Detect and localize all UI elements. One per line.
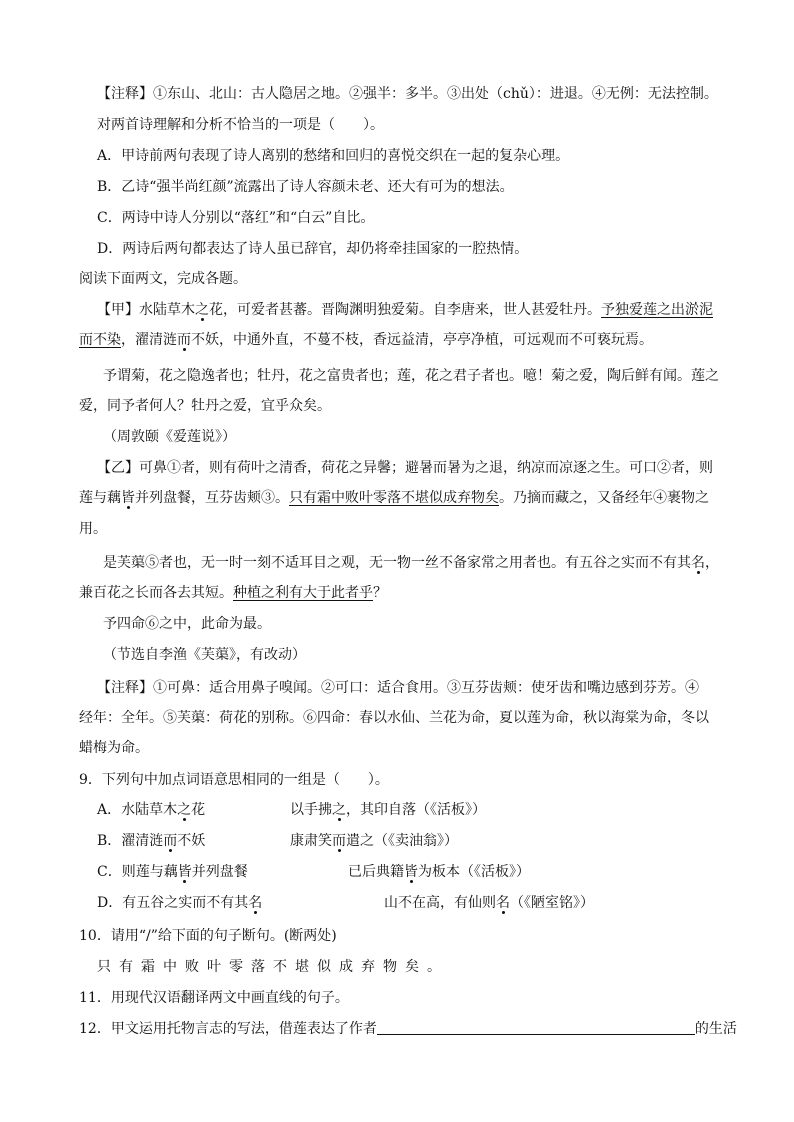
underlined-sentence: 予独爱莲之出淤泥 xyxy=(601,302,713,318)
passage-line xyxy=(79,488,709,508)
text: ？ xyxy=(373,585,387,601)
question-stem: 11．用现代汉语翻译两文中画直线的句子。 xyxy=(79,990,349,1006)
dotted-word: 皆 xyxy=(121,490,135,506)
text: D．有五谷之实而不有其 xyxy=(97,895,249,911)
passage-line xyxy=(79,330,653,350)
dotted-word: 名 xyxy=(496,895,510,911)
note-line: 蜡梅为命。 xyxy=(79,740,149,756)
question-stem: 10．请用“/”给下面的句子断句。(断两处) xyxy=(79,928,337,944)
underlined-sentence: 只有霜中败叶零落不堪似成弃物矣 xyxy=(289,490,499,506)
passage-line: 用。 xyxy=(79,521,107,537)
option-b: B．乙诗“强半尚红颜”流露出了诗人容颜未老、还大有可为的想法。 xyxy=(97,179,514,195)
option-a-left xyxy=(97,800,205,820)
passage-line: 予谓菊，花之隐逸者也；牡丹，花之富贵者也；莲，花之君子者也。噫！菊之爱，陶后鲜有闻。莲之 xyxy=(103,368,719,384)
dotted-word: 名 xyxy=(248,895,263,911)
passage-line xyxy=(79,583,387,603)
text: 为板本（《活板》） xyxy=(418,864,530,880)
text: 不妖 xyxy=(177,833,206,849)
text: 花，可爱者甚蕃。晋陶渊明独爱菊。自李唐来，世人甚爱牡丹。 xyxy=(209,302,601,318)
text: 遣之（《卖油翁》） xyxy=(346,833,458,849)
option-d: D．两诗后两句都表达了诗人虽已辞官，却仍将牵挂国家的一腔热情。 xyxy=(97,241,529,257)
text: 莲与藕 xyxy=(79,490,121,506)
text: 康肃笑 xyxy=(290,833,332,849)
underlined-sentence: 种植之利有大于此者乎 xyxy=(233,585,373,601)
passage-line xyxy=(97,300,713,320)
dotted-word: 皆 xyxy=(404,864,418,880)
option-c-left xyxy=(97,862,248,882)
option-a-right xyxy=(290,800,486,820)
sentence-to-punctuate: 只有霜中败叶零落不堪似成弃物矣。 xyxy=(97,959,449,975)
text: 【甲】水陆草木 xyxy=(97,302,195,318)
passage-line: 予四命⑥之中，此命为最。 xyxy=(103,616,271,632)
dotted-word: 之 xyxy=(332,802,346,818)
underlined-sentence: 而不染 xyxy=(79,332,121,348)
option-c: C．两诗中诗人分别以“落红”和“白云”自比。 xyxy=(97,210,375,226)
text: 已后典籍 xyxy=(348,864,404,880)
question-stem xyxy=(79,1019,737,1039)
text: 。乃摘而藏之，又备经年④裹物之 xyxy=(499,490,709,506)
note-line: 【注释】①可鼻：适合用鼻子嗅闻。②可口：适合食用。③互芬齿颊：使牙齿和嘴边感到芬芳。④ xyxy=(97,680,699,696)
passage-line xyxy=(103,553,719,573)
option-c-right xyxy=(348,862,530,882)
reading-intro: 阅读下面两文，完成各题。 xyxy=(79,271,247,287)
text: 并列盘餐 xyxy=(191,864,248,880)
source-citation: （周敦颐《爱莲说》） xyxy=(103,429,236,445)
option-d-right xyxy=(384,893,594,913)
text: 不妖，中通外直，不蔓不枝，香远益清，亭亭净植，可远观而不可亵玩焉。 xyxy=(191,332,653,348)
text: B．濯清涟 xyxy=(97,833,164,849)
text: 花 xyxy=(191,802,206,818)
passage-line: 爱，同予者何人？牡丹之爱，宜乎众矣。 xyxy=(79,398,331,414)
dotted-word: 之 xyxy=(195,302,209,318)
text: 是芙蕖⑤者也，无一时一刻不适耳目之观，无一物一丝不备家常之用者也。有五谷之实而不有其 xyxy=(103,555,691,571)
passage-line: 【乙】可鼻①者，则有荷叶之清香，荷花之异馨；避暑而暑为之退，纳凉而凉逐之生。可口②者，则 xyxy=(97,460,713,476)
dotted-word: 之 xyxy=(177,802,192,818)
text: 兼百花之长而各去其短。 xyxy=(79,585,233,601)
dotted-word: 名 xyxy=(691,555,705,571)
dotted-word: 而 xyxy=(332,833,346,849)
text: 并列盘餐，互芬齿颊③。 xyxy=(135,490,289,506)
question-stem: 对两首诗理解和分析不恰当的一项是（ ）。 xyxy=(97,117,384,133)
text: 的生活 xyxy=(694,1021,737,1037)
text: ，其印自落（《活板》） xyxy=(346,802,486,818)
text: C．则莲与藕 xyxy=(97,864,178,880)
dotted-word: 皆 xyxy=(177,864,192,880)
text: 12．甲文运用托物言志的写法，借莲表达了作者 xyxy=(79,1021,377,1037)
text: 山不在高，有仙则 xyxy=(384,895,496,911)
dotted-word: 而 xyxy=(163,833,178,849)
text: ， xyxy=(705,555,719,571)
text: 以手拂 xyxy=(290,802,332,818)
option-b-right xyxy=(290,831,458,851)
source-citation: （节选自李渔《芙蕖》，有改动） xyxy=(103,647,306,663)
dotted-word: 而 xyxy=(177,332,191,348)
option-a: A．甲诗前两句表现了诗人离别的愁绪和回归的喜悦交织在一起的复杂心理。 xyxy=(97,148,570,164)
text: （《陋室铭》） xyxy=(510,895,594,911)
note-poems: 【注释】①东山、北山：古人隐居之地。②强半：多半。③出处（chǔ）：进退。④无例：无法控制。 xyxy=(97,86,718,102)
option-b-left xyxy=(97,831,205,851)
option-d-left xyxy=(97,893,262,913)
text: ，濯清涟 xyxy=(121,332,177,348)
text: A．水陆草木 xyxy=(97,802,178,818)
question-stem: 9．下列句中加点词语意思相同的一组是（ ）。 xyxy=(79,772,389,788)
answer-blank[interactable] xyxy=(377,1020,695,1035)
note-line: 经年：全年。⑤芙蕖：荷花的别称。⑥四命：春以水仙、兰花为命，夏以莲为命，秋以海棠为命，冬以 xyxy=(79,710,709,726)
